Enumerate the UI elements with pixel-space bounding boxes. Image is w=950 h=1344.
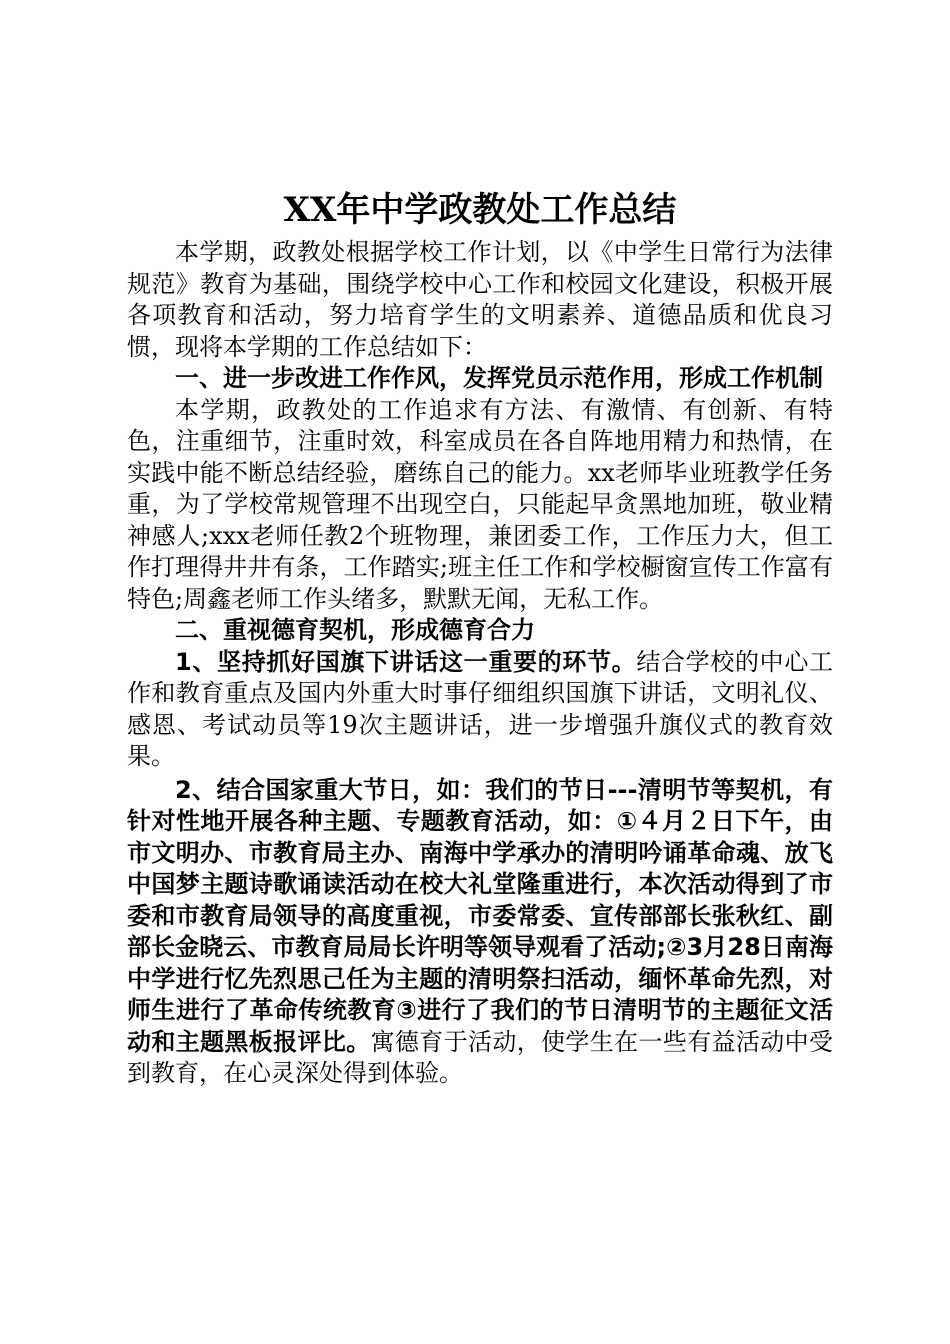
intro-paragraph: 本学期，政教处根据学校工作计划，以《中学生日常行为法律规范》教育为基础，围绕学校中心工作和校园文化建设，积极开展各项教育和活动，努力培育学生的文明素养、道德品质和优良习惯，现将本学期的工作总结如下： — [127, 238, 833, 361]
document-page — [127, 185, 833, 1090]
document-title: XX年中学政教处工作总结 — [283, 190, 677, 230]
item-1-lead: 1、坚持抓好国旗下讲话这一重要的环节。 — [175, 647, 637, 676]
item-2-tail: 寓德育于活动，使学生在一些有益活动中受到教育，在心灵深处得到体验。 — [127, 1027, 834, 1087]
section-1-heading: 一、进一步改进工作作风，发挥党员示范作用，形成工作机制 — [175, 364, 823, 392]
section-2-heading: 二、重视德育契机，形成德育合力 — [175, 616, 535, 644]
item-1-body: 结合学校的中心工作和教育重点及国内外重大时事仔细组织国旗下讲话，文明礼仪、感恩、考试动员等19次主题讲话，进一步增强升旗仪式的教育效果。 — [127, 647, 834, 770]
section-1-body: 本学期，政教处的工作追求有方法、有激情、有创新、有特色，注重细节，注重时效，科室成员在各自阵地用精力和热情，在实践中能不断总结经验，磨练自己的能力。xx老师毕业班教学任务重，为了学校常规管理不出现空白，只能起早贪黑地加班，敬业精神感人;xxx老师任教2个班物理，兼团委工作，工作压力大，但工作打理得井井有条，工作踏实;班主任工作和学校橱窗宣传工作富有特色;周鑫老师工作头绪多，默默无闻，无私工作。 — [127, 395, 833, 613]
item-1-paragraph — [127, 647, 833, 773]
item-2-paragraph — [127, 775, 833, 1090]
item-2-lead: 2、结合国家重大节日，如：我们的节日---清明节等契机，有针对性地开展各种主题、专题教育活动，如：①４月２日下午，由市文明办、市教育局主办、南海中学承办的清明吟诵革命魂、放飞中国梦主题诗歌诵读活动在校大礼堂隆重进行，本次活动得到了市委和市教育局领导的高度重视，市委常委、宣传部部长张秋红、副部长金晓云、市教育局局长许明等领导观看了活动;②3月28日南海中学进行忆先烈思己任为主题的清明祭扫活动，缅怀革命先烈，对师生进行了革命传统教育③进行了我们的节日清明节的主题征文活动和主题黑板报评比。 — [127, 775, 833, 1056]
